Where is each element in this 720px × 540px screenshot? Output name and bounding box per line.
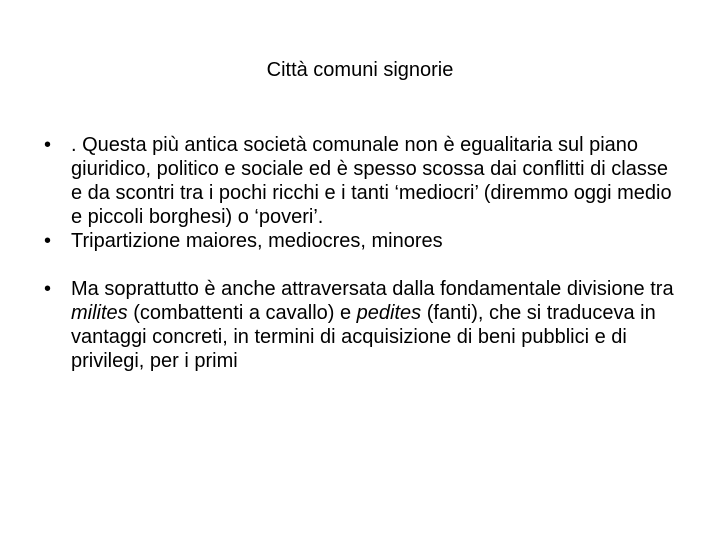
- bullet-3-part-5: (fanti), che si traduceva in vantaggi concreti, in termini di acquisizione di beni pubblici e di privilegi, per i primi: [71, 302, 656, 372]
- bullet-text-1: . Questa più antica società comunale non è egualitaria sul piano giuridico, politico e sociale ed è spesso scossa dai conflitti di classe e da scontri tra i pochi ricchi e i tanti ‘mediocri’ (diremmo oggi medio e piccoli borghesi) o ‘poveri’.: [71, 134, 672, 228]
- bullet-item-2: [44, 229, 684, 253]
- bullet-text-2: Tripartizione maiores, mediocres, minores: [71, 230, 443, 252]
- bullet-item-3: [44, 277, 684, 373]
- term-milites: milites: [71, 302, 128, 324]
- bullet-3-part-3: (combattenti a cavallo) e: [127, 302, 357, 324]
- term-pedites: pedites: [356, 302, 422, 324]
- bullet-list: [44, 133, 684, 373]
- bullet-3-part-1: Ma soprattutto è anche attraversata dalla fondamentale divisione tra: [71, 278, 674, 300]
- bullet-dot-icon: •: [44, 278, 52, 300]
- bullet-text-3: [71, 278, 674, 372]
- slide-title: Città comuni signorie: [266, 59, 454, 81]
- bullet-item-1: [44, 133, 684, 229]
- bullet-dot-icon: •: [44, 134, 52, 156]
- bullet-dot-icon: •: [44, 230, 52, 252]
